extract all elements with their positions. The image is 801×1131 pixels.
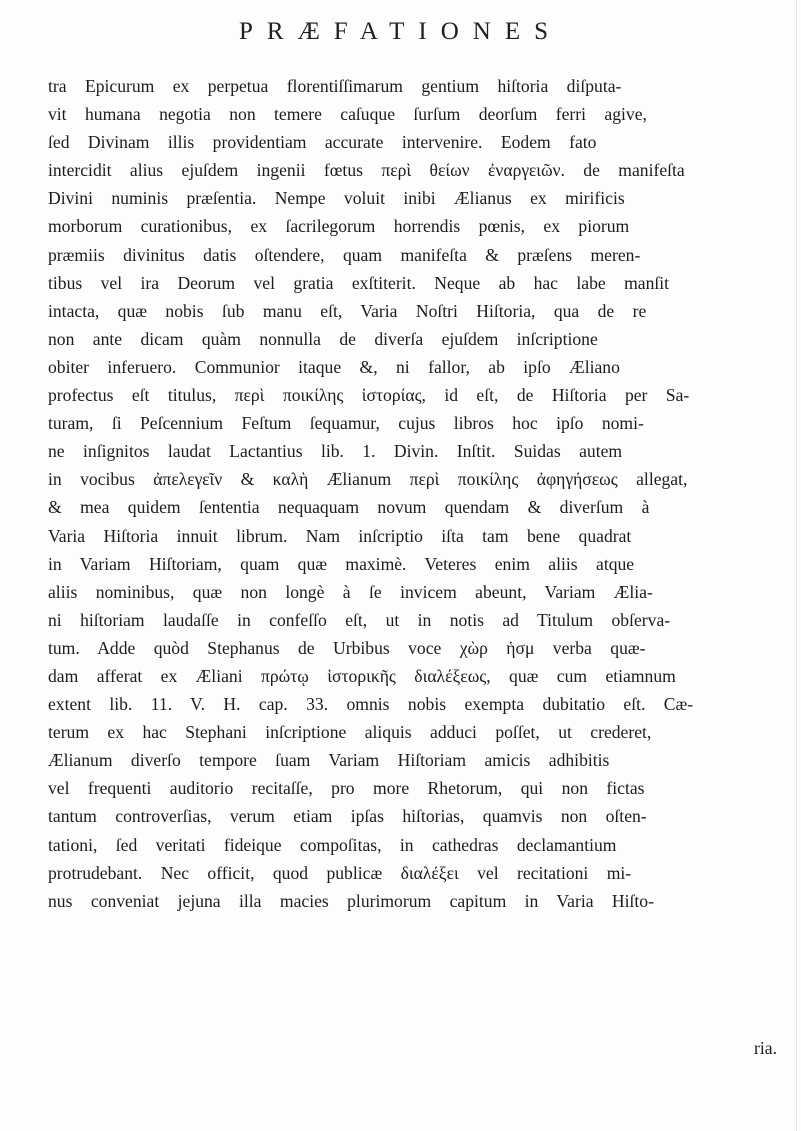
running-header: PRÆFATIONES (238, 18, 563, 45)
body-text (48, 72, 796, 915)
text-line: nus conveniat jejuna illa macies plurimorum capitum in Varia Hiſto- (48, 890, 654, 911)
catchword: ria. (754, 1038, 777, 1058)
text-line: vel frequenti auditorio recitaſſe, pro more Rhetorum, qui non fictas (48, 778, 645, 799)
text-line: protrudebant. Nec officit, quod publicæ διαλέξει vel recitationi mi- (48, 862, 632, 883)
text-line: Ælianum diverſo tempore ſuam Variam Hiſtoriam amicis adhibitis (48, 750, 610, 771)
text-line: in Variam Hiſtoriam, quam quæ maximè. Veteres enim aliis atque (48, 553, 635, 574)
text-line: tationi, ſed veritati fideique compoſitas, in cathedras declamantium (48, 834, 617, 855)
text-line: ni hiſtoriam laudaſſe in confeſſo eſt, ut in notis ad Titulum obſerva- (48, 609, 671, 630)
text-line: præmiis divinitus datis oſtendere, quam manifeſta & præſens meren- (48, 244, 641, 265)
text-line: obiter inferuero. Communior itaque &, ni fallor, ab ipſo Æliano (48, 356, 620, 377)
text-line: intercidit alius ejuſdem ingenii fœtus περὶ θείων ἐναργειῶν. de manifeſta (48, 160, 685, 181)
text-line: vit humana negotia non temere caſuque ſurſum deorſum ferri agive, (48, 104, 647, 125)
text-line: turam, ſi Peſcennium Feſtum ſequamur, cujus libros hoc ipſo nomi- (48, 413, 644, 434)
text-line: non ante dicam quàm nonnulla de diverſa ejuſdem inſcriptione (48, 328, 598, 349)
text-line: profectus eſt titulus, περὶ ποικίλης ἱστορίας, id eſt, de Hiſtoria per Sa- (48, 385, 690, 406)
text-line: terum ex hac Stephani inſcriptione aliquis adduci poſſet, ut crederet, (48, 722, 652, 743)
text-line: morborum curationibus, ex ſacrilegorum horrendis pœnis, ex piorum (48, 216, 630, 237)
text-line: tum. Adde quòd Stephanus de Urbibus voce χὼρ ἡσμ verba quæ- (48, 637, 646, 658)
text-line: tantum controverſias, verum etiam ipſas hiſtorias, quamvis non oſten- (48, 806, 647, 827)
text-line: tra Epicurum ex perpetua florentiſſimarum gentium hiſtoria diſputa- (48, 76, 622, 96)
text-line: in vocibus ἀπελεγεῖν & καλὴ Ælianum περὶ ποικίλης ἀφηγήσεως allegat, (48, 469, 688, 490)
text-line: intacta, quæ nobis ſub manu eſt, Varia Noſtri Hiſtoria, qua de re (48, 300, 647, 321)
text-line: ſed Divinam illis providentiam accurate intervenire. Eodem fato (48, 132, 597, 153)
text-line: ne inſignitos laudat Lactantius lib. 1. Divin. Inſtit. Suidas autem (48, 441, 623, 462)
text-line: extent lib. 11. V. H. cap. 33. omnis nobis exempta dubitatio eſt. Cæ- (48, 694, 694, 715)
text-line: tibus vel ira Deorum vel gratia exſtiterit. Neque ab hac labe manſit (48, 272, 670, 293)
text-line: Divini numinis præſentia. Nempe voluit inibi Ælianus ex mirificis (48, 188, 625, 209)
page-edge (796, 0, 797, 1131)
text-line: aliis nominibus, quæ non longè à ſe invicem abeunt, Variam Ælia- (48, 581, 653, 602)
text-line: & mea quidem ſententia nequaquam novum quendam & diverſum à (48, 497, 650, 518)
text-line: dam afferat ex Æliani πρώτῳ ἱστορικῆς διαλέξεως, quæ cum etiamnum (48, 665, 676, 686)
text-line: Varia Hiſtoria innuit librum. Nam inſcriptio iſta tam bene quadrat (48, 525, 632, 546)
